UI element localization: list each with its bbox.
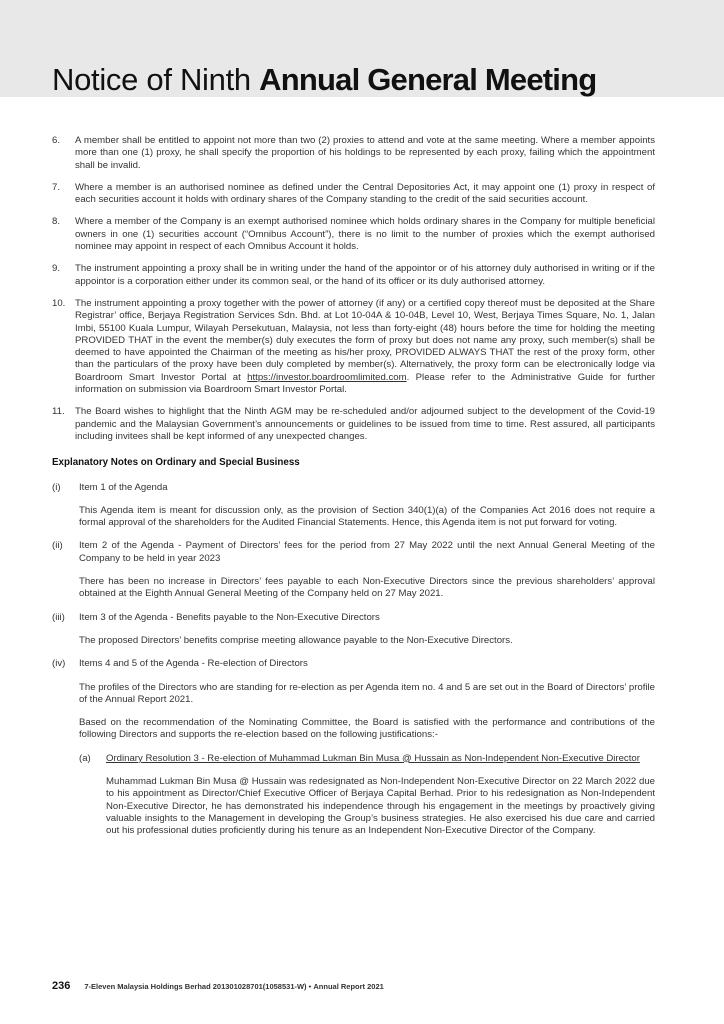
note-7 [52, 182, 655, 207]
boardroom-portal-link[interactable]: https://investor.boardroomlimited.com [247, 371, 407, 383]
item-title: Item 3 of the Agenda - Benefits payable to the Non-Executive Directors [79, 611, 380, 623]
note-number: 10. [52, 297, 66, 309]
explanatory-notes-heading: Explanatory Notes on Ordinary and Special Business [52, 457, 300, 469]
item-numeral: (iv) [52, 658, 66, 670]
note-10 [52, 298, 655, 396]
resolution-3-text: Muhammad Lukman Bin Musa @ Hussain was redesignated as Non-Independent Non-Executive Director on 22 March 2022 due to his appointment as Director/Chief Executive Officer of Berjaya Capital Berhad. Prior to his redesignation as Non-Independent Non-Executive Director, he has demonstrated his independence through his engagement in the meetings by proactively giving valuable insights to the Management in developing the Group’s business strategies. He also exercised his due care and carried out his professional duties proficiently during his tenure as an Independent Non-Executive Director of the Company. [106, 775, 655, 837]
item-ii-paragraph: There has been no increase in Directors’ fees payable to each Non-Executive Directors since the previous shareholders’ approval obtained at the Eighth Annual General Meeting of the Company held on 27 May 2021. [79, 576, 655, 600]
note-8 [52, 216, 655, 253]
item-iv-paragraph-1: The profiles of the Directors who are standing for re-election as per Agenda item no. 4 and 5 are set out in the Board of Directors’ profile of the Annual Report 2021. [79, 681, 655, 705]
note-number: 8. [52, 216, 61, 228]
item-numeral: (ii) [52, 540, 63, 552]
note-9 [52, 263, 655, 288]
item-title: Item 2 of the Agenda - Payment of Directors’ fees for the period from 27 May 2022 until the next Annual General Meeting of the Company to be held in year 2023 [79, 540, 655, 564]
item-iii [52, 612, 655, 624]
note-text [75, 298, 655, 396]
item-iv [52, 658, 655, 670]
note-text: Where a member is an authorised nominee as defined under the Central Depositories Act, it may appoint one (1) proxy in respect of each securities account it holds with ordinary shares of the Company standing to the credit of the said securities account. [75, 181, 655, 206]
sub-item-body [106, 753, 655, 838]
note-number: 7. [52, 181, 61, 193]
item-numeral: (i) [52, 481, 61, 493]
item-title: Item 1 of the Agenda [79, 481, 168, 493]
sub-item-letter: (a) [79, 752, 91, 764]
note-text-after-link: . Please refer to the Administrative Guide for further information on submission via Boardroom Smart Investor Portal. [75, 371, 655, 396]
note-11 [52, 406, 655, 443]
note-text: The Board wishes to highlight that the Ninth AGM may be re-scheduled and/or adjourned subject to the development of the Covid-19 pandemic and the Malaysian Government’s announcements or guidelines to be issued from time to time. Rest assured, all participants including invitees shall be kept informed of any unexpected changes. [75, 406, 655, 442]
page-title-bold: Annual General Meeting [259, 62, 597, 97]
resolution-3-heading: Ordinary Resolution 3 - Re-election of Muhammad Lukman Bin Musa @ Hussain as Non-Independent Non-Executive Director [106, 752, 640, 764]
note-number: 6. [52, 135, 61, 146]
notice-content [52, 135, 655, 847]
footer-report: Annual Report 2021 [313, 982, 384, 991]
page-footer [52, 980, 384, 992]
item-ii [52, 540, 655, 565]
note-text-before-link: The instrument appointing a proxy together with the power of attorney (if any) or a certified copy thereof must be deposited at the Share Registrar’ office, Berjaya Registration Services Sdn. Bhd. at Lot 10-04A & 10-04B, Level 10, West, Berjaya Times Square, No. 1, Jalan Imbi, 55100 Kuala Lumpur, Wilayah Persekutuan, Malaysia, not less than forty-eight (48) hours before the time for holding the meeting PROVIDED THAT in the event the member(s) duly executes the form of proxy but does not name any proxy, such member(s) shall be deemed to have appointed the Chairman of the meeting as his/her proxy, PROVIDED ALWAYS THAT the rest of the proxy form, other than the particulars of the proxy have been duly completed by member(s). Alternatively, the proxy form can be electronically lodge via Boardroom Smart Investor Portal at [75, 297, 655, 383]
footer-company: 7-Eleven Malaysia Holdings Berhad 201301028701(1058531-W) [84, 982, 307, 991]
note-6 [52, 135, 655, 172]
note-text: The instrument appointing a proxy shall be in writing under the hand of the appointor or of his attorney duly authorised in writing or if the appointor is a corporation either under its common seal, or the hand of its officer or its duly authorised attorney. [75, 263, 655, 287]
footer-separator: • [308, 982, 312, 991]
page-title [52, 60, 596, 100]
page-title-light: Notice of Ninth [52, 62, 251, 97]
item-iii-paragraph: The proposed Directors’ benefits comprise meeting allowance payable to the Non-Executive Directors. [79, 634, 513, 646]
note-text: Where a member of the Company is an exempt authorised nominee which holds ordinary shares in the Company for multiple beneficial owners in one (1) securities account (“Omnibus Account”), there is no limit to the number of proxies which the exempt authorised nominee may appoint in respect of each Omnibus Account it holds. [75, 216, 655, 253]
note-number: 9. [52, 263, 61, 275]
item-numeral: (iii) [52, 611, 65, 623]
page-number: 236 [52, 980, 71, 992]
note-text: A member shall be entitled to appoint not more than two (2) proxies to attend and vote at the same meeting. Where a member appoints more than one (1) proxy, he shall specify the proportion of his holdings to be represented by each proxy, failing which the appointment shall be invalid. [75, 135, 655, 171]
note-number: 11. [52, 406, 65, 418]
resolution-3-block [79, 753, 655, 838]
item-title: Items 4 and 5 of the Agenda - Re-election of Directors [79, 658, 308, 670]
item-i-paragraph: This Agenda item is meant for discussion only, as the provision of Section 340(1)(a) of the Companies Act 2016 does not require a formal approval of the shareholders for the Audited Financial Statements. Hence, this Agenda item is not put forward for voting. [79, 504, 655, 529]
item-iv-paragraph-2: Based on the recommendation of the Nominating Committee, the Board is satisfied with the performance and contributions of the following Directors and supports the re-election based on the following justifications:- [79, 717, 655, 741]
item-i [52, 482, 655, 494]
